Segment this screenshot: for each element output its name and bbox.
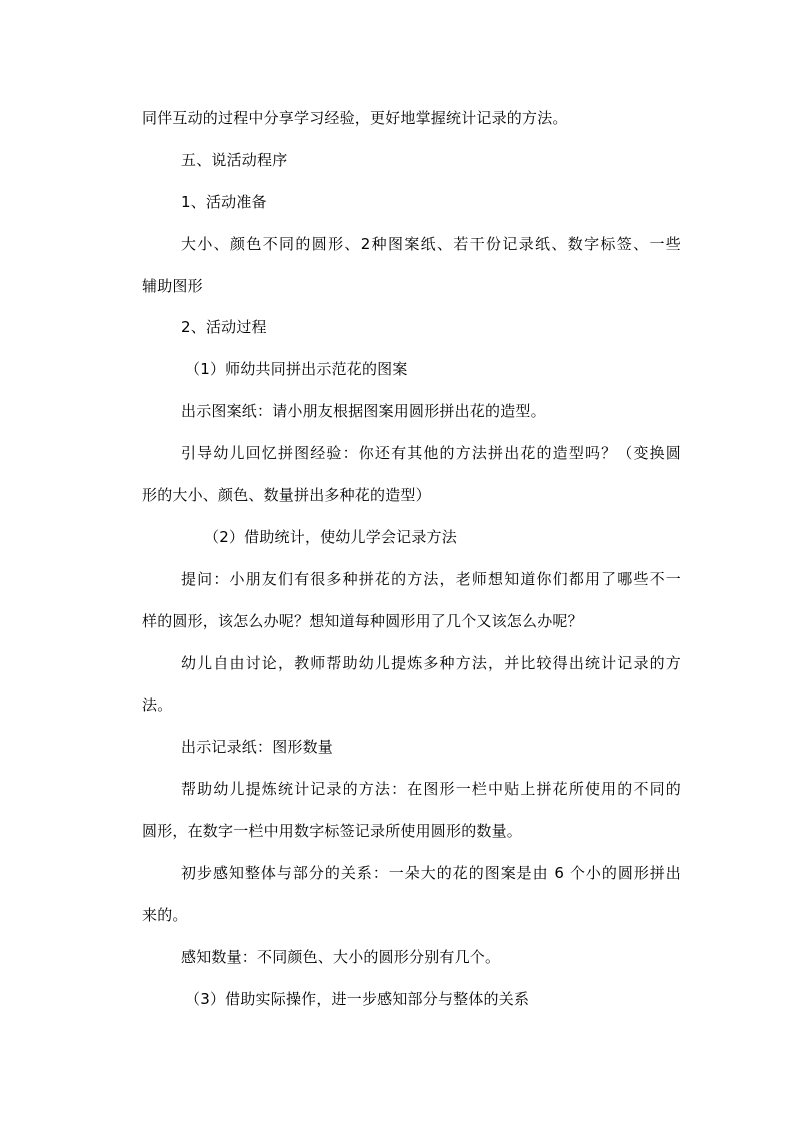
text-line: 样的圆形，该怎么办呢？想知道每种圆形用了几个又该怎么办呢？	[142, 612, 583, 630]
text-line: 大小、颜色不同的圆形、2种图案纸、若干份记录纸、数字标签、一些	[181, 235, 681, 253]
text-line: 圆形，在数字一栏中用数字标签记录所使用圆形的数量。	[142, 822, 523, 840]
step-heading: （2）借助统计，使幼儿学会记录方法	[204, 528, 457, 546]
subsection-heading: 1、活动准备	[181, 193, 267, 211]
text-line: 形的大小、颜色、数量拼出多种花的造型）	[142, 486, 431, 504]
text-line: 出示记录纸：图形数量	[181, 738, 334, 756]
text-line: 引导幼儿回忆拼图经验：你还有其他的方法拼出花的造型吗？（变换圆	[181, 444, 681, 462]
text-line: 辅助图形	[142, 277, 203, 295]
text-line: 提问：小朋友们有很多种拼花的方法，老师想知道你们都用了哪些不一	[181, 570, 681, 588]
text-line: 出示图案纸：请小朋友根据图案用圆形拼出花的造型。	[181, 402, 546, 420]
text-line: 初步感知整体与部分的关系：一朵大的花的图案是由 6 个小的圆形拼出	[181, 864, 681, 882]
text-line: 感知数量：不同颜色、大小的圆形分别有几个。	[181, 948, 501, 966]
section-heading: 五、说活动程序	[181, 151, 288, 169]
text-line: 法。	[142, 696, 173, 714]
text-line: 同伴互动的过程中分享学习经验，更好地掌握统计记录的方法。	[142, 109, 568, 127]
subsection-heading: 2、活动过程	[181, 318, 267, 336]
text-line: 幼儿自由讨论，教师帮助幼儿提炼多种方法，并比较得出统计记录的方	[181, 654, 681, 672]
step-heading: （3）借助实际操作，进一步感知部分与整体的关系	[185, 990, 530, 1008]
step-heading: （1）师幼共同拼出示范花的图案	[185, 360, 408, 378]
text-line: 来的。	[142, 906, 188, 924]
text-line: 帮助幼儿提炼统计记录的方法：在图形一栏中贴上拼花所使用的不同的	[181, 780, 681, 798]
